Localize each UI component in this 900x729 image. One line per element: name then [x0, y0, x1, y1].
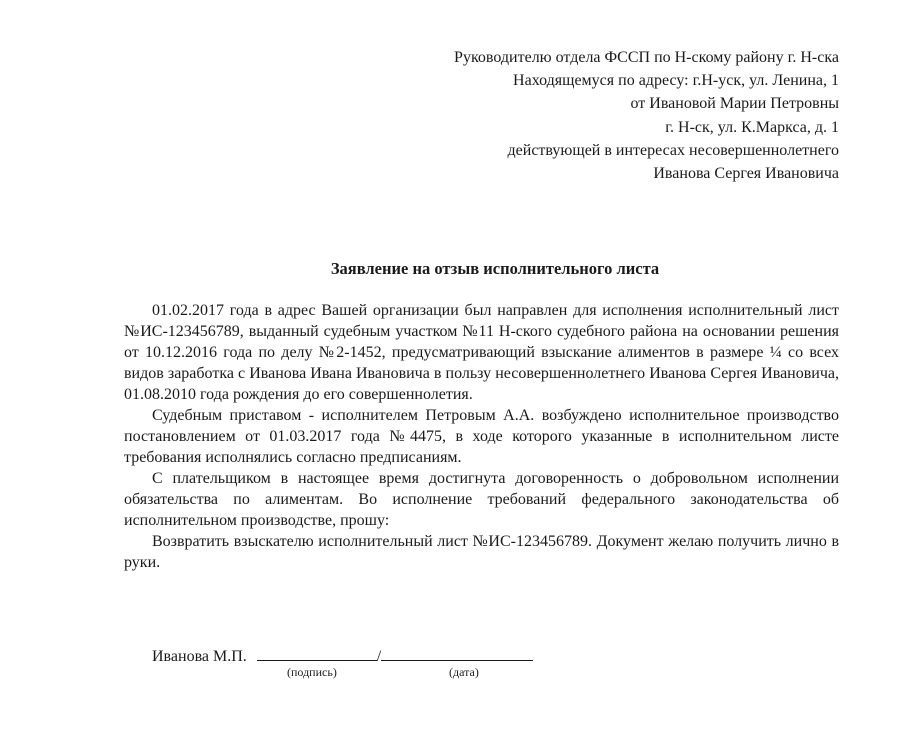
addressee-line: от Ивановой Марии Петровны	[630, 95, 839, 113]
statement-body	[124, 300, 839, 573]
body-paragraph: Возвратить взыскателю исполнительный лист №ИС-123456789. Документ желаю получить лично в руки.	[124, 533, 839, 571]
addressee-line: Находящемуся по адресу: г.Н-уск, ул. Ленина, 1	[513, 72, 839, 90]
body-paragraph: 01.02.2017 года в адрес Вашей организации был направлен для исполнения исполнительный лист №ИС-123456789, выданный судебным участком №11 Н-ского судебного района на основании решения от 10.12.2016 года по делу №2-1452, предусматривающий взыскание алиментов в размере ¼ со всех видов заработка с Иванова Ивана Ивановича в пользу несовершеннолетнего Иванова Сергея Ивановича, 01.08.2010 года рождения до его совершеннолетия.	[124, 302, 839, 403]
addressee-line: Иванова Сергея Ивановича	[653, 165, 839, 183]
addressee-line: действующей в интересах несовершеннолетнего	[507, 141, 839, 159]
addressee-line: Руководителю отдела ФССП по Н-скому району г. Н-ска	[454, 49, 839, 66]
signature-blank-line	[257, 644, 377, 661]
signature-separator: /	[376, 648, 382, 665]
signer-name: Иванова М.П.	[152, 648, 247, 665]
addressee-line: г. Н-ск, ул. К.Маркса, д. 1	[665, 118, 839, 136]
signature-caption: (подпись)	[287, 665, 337, 679]
date-blank-line	[381, 644, 533, 661]
document-title: Заявление на отзыв исполнительного листа	[330, 259, 660, 278]
date-caption: (дата)	[449, 665, 479, 679]
body-paragraph: С плательщиком в настоящее время достигнута договоренность о добровольном исполнении обязательства по алиментам. Во исполнение требований федерального законодательства об исполнительном производстве, прошу:	[124, 470, 839, 529]
body-paragraph: Судебным приставом - исполнителем Петровым А.А. возбуждено исполнительное производство постановлением от 01.03.2017 года №4475, в ходе которого указанные в исполнительном листе требования исполнялись согласно предписаниям.	[124, 407, 839, 466]
addressee-block	[454, 46, 839, 185]
